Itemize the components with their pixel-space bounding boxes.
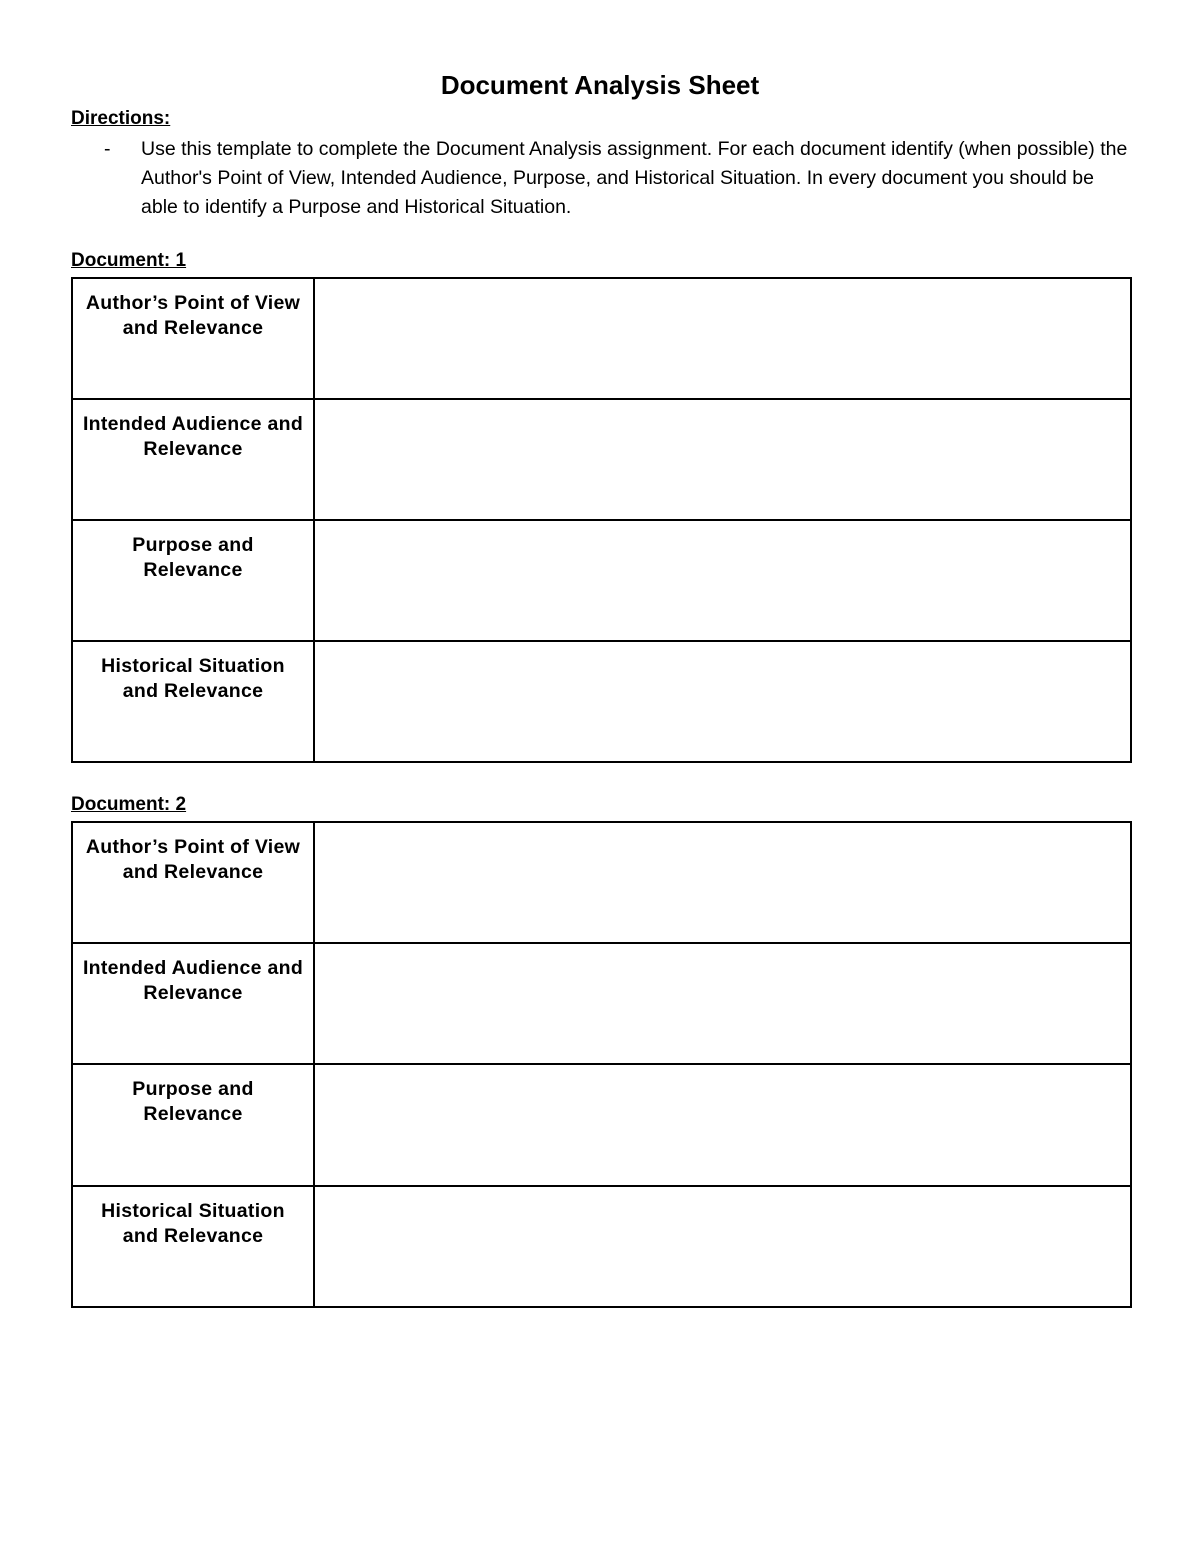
table-row [72, 520, 1131, 641]
table-row [72, 1064, 1131, 1186]
table-row [72, 641, 1131, 762]
bullet-dash: - [104, 138, 111, 160]
document-2-label: Document: 2 [71, 794, 187, 815]
row-label: Purpose and Relevance [72, 1064, 314, 1186]
row-label: Historical Situation and Relevance [72, 641, 314, 762]
response-cell[interactable] [314, 520, 1131, 641]
page-title: Document Analysis Sheet [440, 70, 760, 100]
row-label: Author’s Point of View and Relevance [72, 278, 314, 399]
row-label: Intended Audience and Relevance [72, 399, 314, 520]
response-cell[interactable] [314, 399, 1131, 520]
row-label: Intended Audience and Relevance [72, 943, 314, 1064]
table-row [72, 943, 1131, 1064]
directions-list-item [104, 135, 1134, 222]
directions-label: Directions: [71, 108, 171, 129]
document-1-table [71, 277, 1132, 763]
document-2-table [71, 821, 1132, 1308]
row-label: Purpose and Relevance [72, 520, 314, 641]
table-row [72, 278, 1131, 399]
response-cell[interactable] [314, 822, 1131, 943]
document-1-label: Document: 1 [71, 250, 187, 271]
response-cell[interactable] [314, 1186, 1131, 1307]
response-cell[interactable] [314, 278, 1131, 399]
row-label: Historical Situation and Relevance [72, 1186, 314, 1307]
row-label: Author’s Point of View and Relevance [72, 822, 314, 943]
directions-text: Use this template to complete the Document Analysis assignment. For each document identify (when possible) the Author's Point of View, Intended Audience, Purpose, and Historical Situation. In every document you should be able to identify a Purpose and Historical Situation. [141, 138, 1128, 218]
response-cell[interactable] [314, 641, 1131, 762]
table-row [72, 399, 1131, 520]
response-cell[interactable] [314, 943, 1131, 1064]
response-cell[interactable] [314, 1064, 1131, 1186]
table-row [72, 822, 1131, 943]
table-row [72, 1186, 1131, 1307]
